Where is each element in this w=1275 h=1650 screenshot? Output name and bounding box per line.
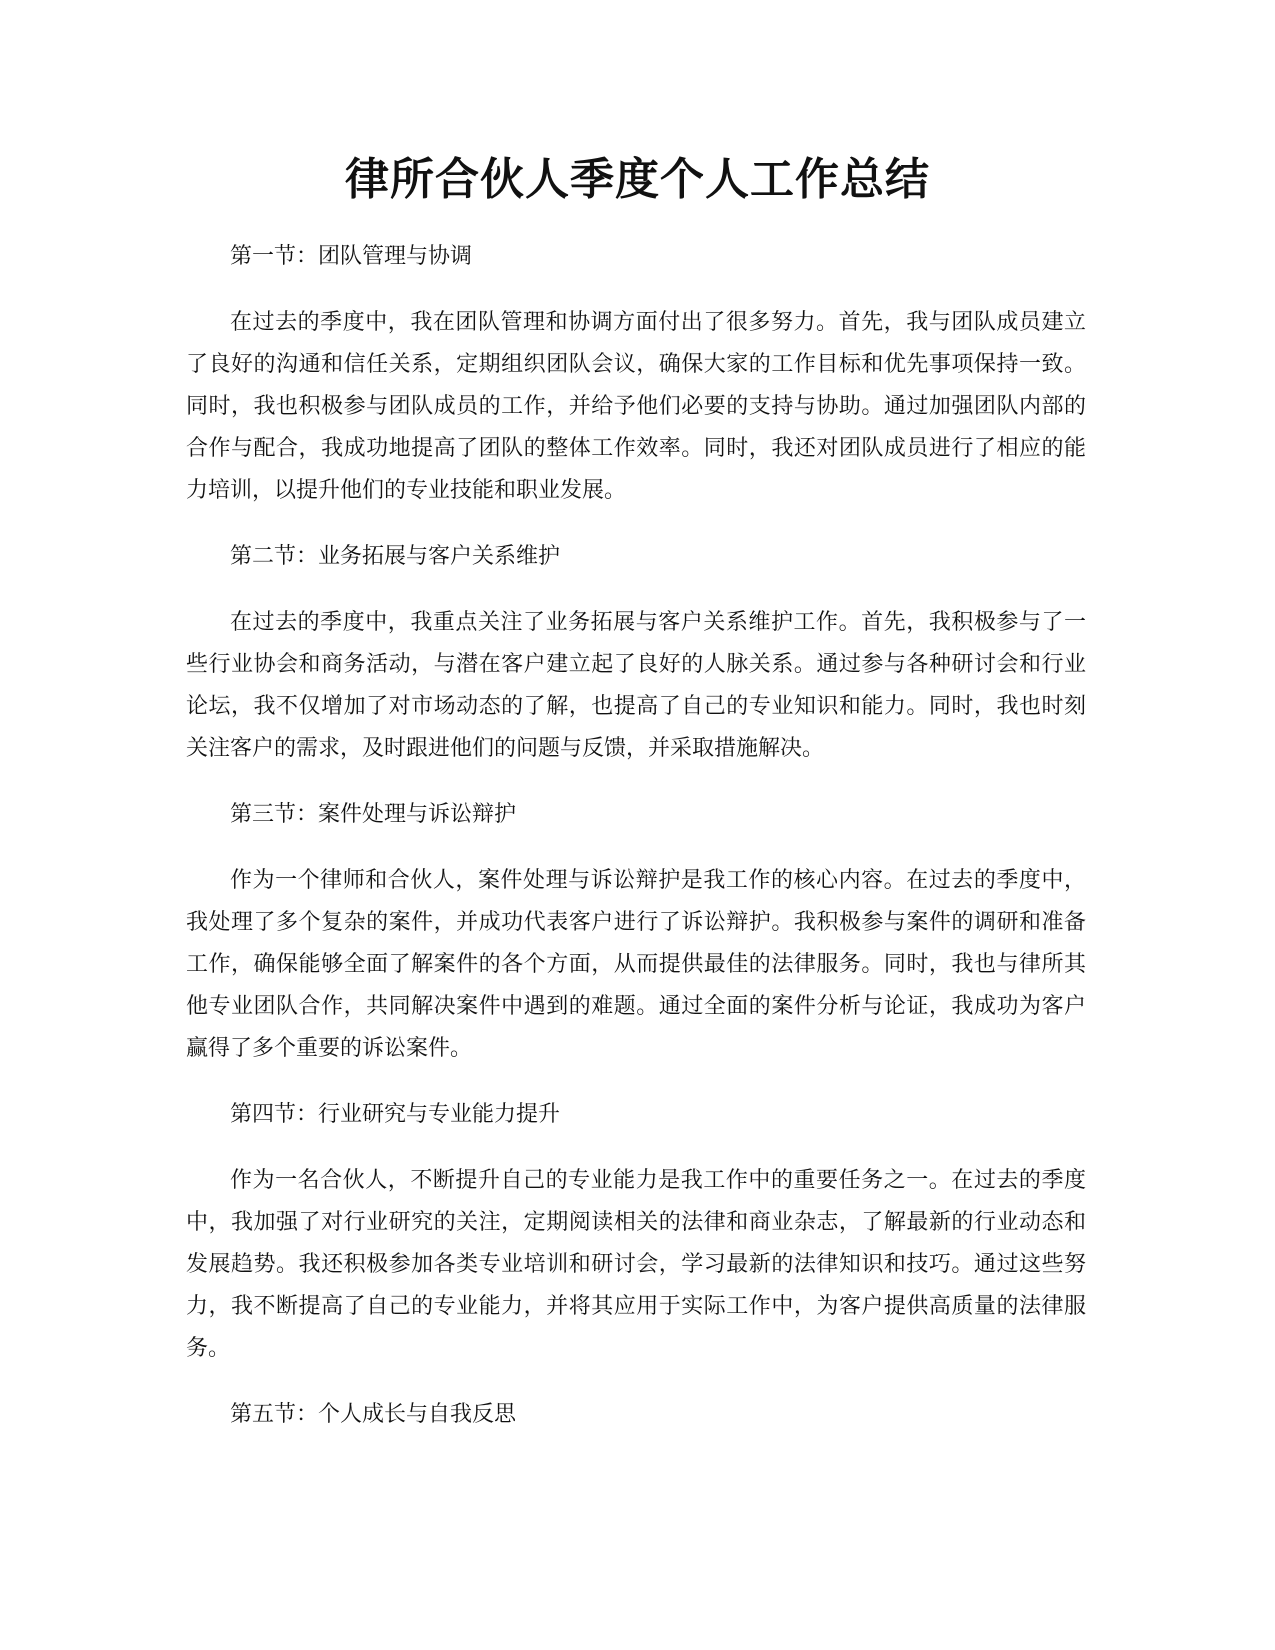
section-paragraph-2: 在过去的季度中，我重点关注了业务拓展与客户关系维护工作。首先，我积极参与了一些行业协会和商务活动，与潜在客户建立起了良好的人脉关系。通过参与各种研讨会和行业论坛，我不仅增加了对市场动态的了解，也提高了自己的专业知识和能力。同时，我也时刻关注客户的需求，及时跟进他们的问题与反馈，并采取措施解决。 xyxy=(186,610,1086,761)
section-paragraph-4: 作为一名合伙人，不断提升自己的专业能力是我工作中的重要任务之一。在过去的季度中，我加强了对行业研究的关注，定期阅读相关的法律和商业杂志，了解最新的行业动态和发展趋势。我还积极参加各类专业培训和研讨会，学习最新的法律知识和技巧。通过这些努力，我不断提高了自己的专业能力，并将其应用于实际工作中，为客户提供高质量的法律服务。 xyxy=(186,1168,1086,1361)
section-heading-4: 第四节：行业研究与专业能力提升 xyxy=(230,1102,561,1127)
section-heading-2: 第二节：业务拓展与客户关系维护 xyxy=(230,544,561,569)
document-body xyxy=(186,236,1086,1460)
section-heading-5: 第五节：个人成长与自我反思 xyxy=(230,1402,517,1427)
section-heading-3: 第三节：案件处理与诉讼辩护 xyxy=(230,802,517,827)
section-heading-1: 第一节：团队管理与协调 xyxy=(230,244,473,269)
section-paragraph-3: 作为一个律师和合伙人，案件处理与诉讼辩护是我工作的核心内容。在过去的季度中，我处理了多个复杂的案件，并成功代表客户进行了诉讼辩护。我积极参与案件的调研和准备工作，确保能够全面了解案件的各个方面，从而提供最佳的法律服务。同时，我也与律所其他专业团队合作，共同解决案件中遇到的难题。通过全面的案件分析与论证，我成功为客户赢得了多个重要的诉讼案件。 xyxy=(186,868,1086,1061)
document-title: 律所合伙人季度个人工作总结 xyxy=(345,154,930,205)
section-paragraph-1: 在过去的季度中，我在团队管理和协调方面付出了很多努力。首先，我与团队成员建立了良好的沟通和信任关系，定期组织团队会议，确保大家的工作目标和优先事项保持一致。同时，我也积极参与团队成员的工作，并给予他们必要的支持与协助。通过加强团队内部的合作与配合，我成功地提高了团队的整体工作效率。同时，我还对团队成员进行了相应的能力培训，以提升他们的专业技能和职业发展。 xyxy=(186,310,1086,503)
